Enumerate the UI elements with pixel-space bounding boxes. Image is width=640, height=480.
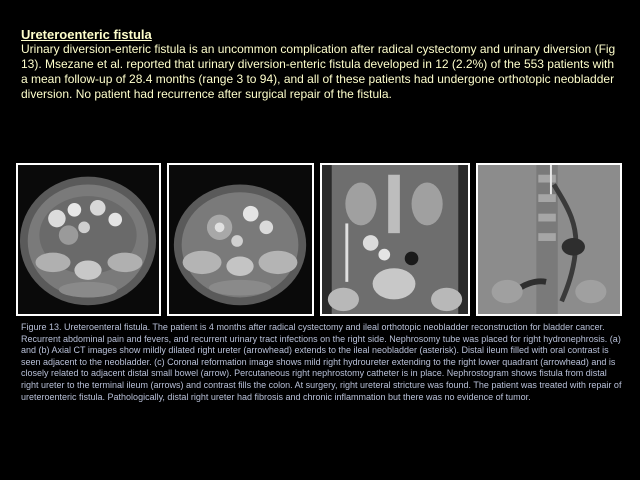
axial-ct-image-a [16,163,161,316]
axial-ct-image-b [167,163,314,316]
slide-title: Ureteroenteric fistula [21,27,152,42]
nephrostogram-image-d [476,163,622,316]
coronal-reformation-image-c [320,163,470,316]
slide-body-text: Urinary diversion-enteric fistula is an uncommon complication after radical cystectomy and urinary diversion (Fig 13). Msezane et al. reported that urinary diversion-enteric fistula developed in 12 (2.2%) of the 553 patients with a mean follow-up of 28.4 months (range 3 to 94), and all of these patients had undergone orthotopic neobladder diversion. No patient had recurrence after surgical repair of the fistula. [21,42,616,101]
figure-caption: Figure 13. Ureteroenteral fistula. The patient is 4 months after radical cystectomy and ileal orthotopic neobladder reconstruction for bladder cancer. Recurrent abdominal pain and fevers, and recurrent urinary tract infections on the right side. Nephrosomy tube was placed for right hydronephrosis. (a) and (b) Axial CT images show mildly dilated right ureter (arrowhead) extends to the ileal neobladder (asterisk). Distal ileum filled with oral contrast is seen adjacent to the neobladder. (c) Coronal reformation image shows mild right hydroureter extending to the right lower quadrant (arrowhead) and is closely related to adjacent distal small bowel (arrow). Percutaneous right nephrostomy catheter is in place. Nephrostogram shows fistula from distal right ureter to the terminal ileum (arrows) and contrast fills the colon. At surgery, right ureteral stricture was found. The patient was treated with repair of ureteroenteric fistula. Pathologically, distal right ureter had fibrosis and chronic inflammation but there was no evidence of tumor. [21,322,622,402]
